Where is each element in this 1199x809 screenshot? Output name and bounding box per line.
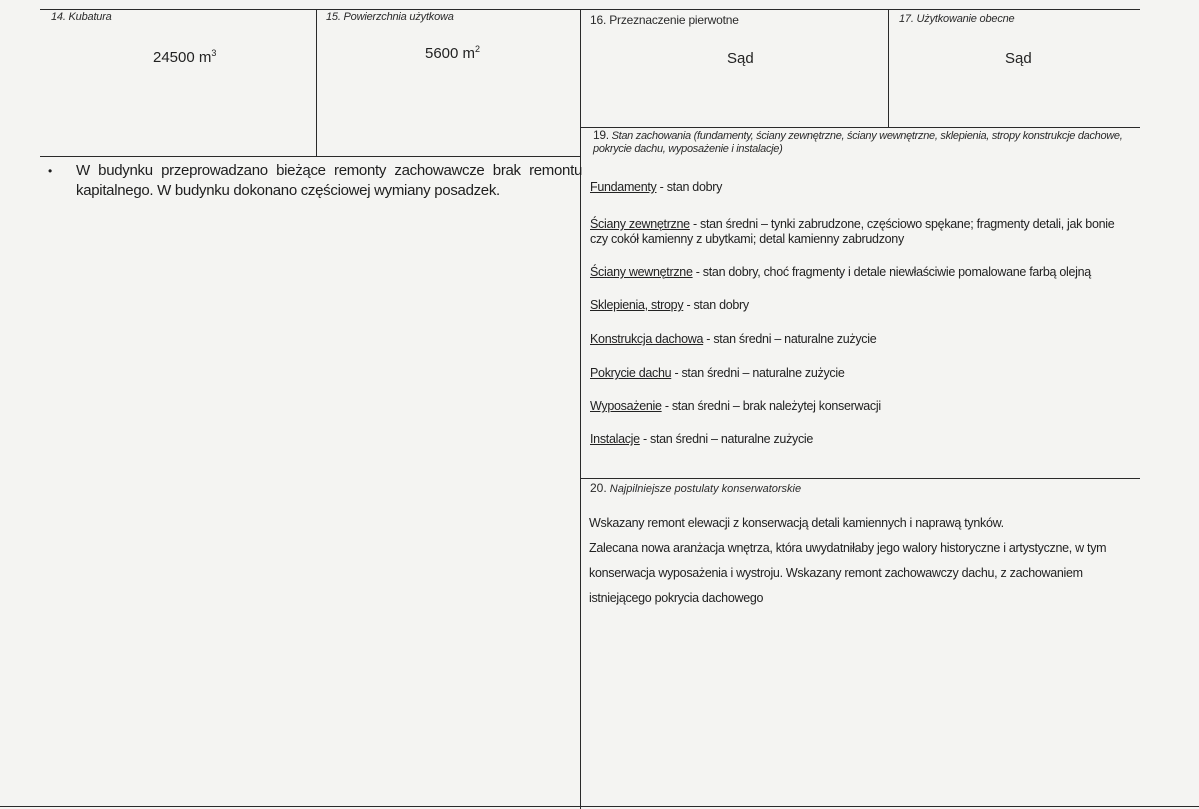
stan-item-key: Instalacje [590, 432, 640, 446]
remarks-text: W budynku przeprowadzano bieżące remonty zachowawcze brak remontu kapitalnego. W budynku dokonano częściowej wymiany posadzek. [76, 162, 582, 199]
kubatura-value [153, 48, 216, 66]
stan-item-text: - stan średni – tynki zabrudzone, częściowo spękane; fragmenty detali, jak bonie czy cokół kamienny z ubytkami; detal kamienny zabrudzony [590, 217, 1115, 246]
powierzchnia-label: 15. Powierzchnia użytkowa [326, 11, 454, 23]
postulaty-text [589, 511, 1134, 611]
stan-item-sklepienia [590, 298, 1130, 313]
stan-item-pokrycie [590, 366, 1130, 381]
stan-item-key: Ściany wewnętrzne [590, 265, 693, 279]
kubatura-label: 14. Kubatura [51, 11, 112, 23]
row-divider-right-20 [581, 478, 1140, 479]
przeznaczenie-label [590, 13, 739, 27]
stan-item-key: Pokrycie dachu [590, 366, 672, 380]
divider-16-17 [888, 9, 889, 127]
stan-item-text: - stan dobry, choć fragmenty i detale niewłaściwie pomalowane farbą olejną [692, 265, 1091, 279]
stan-item-key: Sklepienia, stropy [590, 298, 684, 312]
row-divider-right-19 [581, 127, 1140, 128]
kubatura-number: 24500 m [153, 49, 212, 66]
divider-left-right [580, 9, 581, 809]
powierzchnia-unit-sup: 2 [475, 44, 481, 54]
uzytkowanie-value: Sąd [1005, 50, 1032, 67]
stan-item-text: - stan dobry [683, 298, 749, 312]
uzytkowanie-label: 17. Użytkowanie obecne [899, 13, 1015, 25]
stan-item-key: Konstrukcja dachowa [590, 332, 704, 346]
stan-item-key: Wyposażenie [590, 399, 662, 413]
stan-item-text: - stan średni – naturalne zużycie [703, 332, 877, 346]
stan-item-text: - stan średni – brak należytej konserwacji [661, 399, 881, 413]
postulaty-label [590, 481, 801, 495]
stan-label-text: Stan zachowania (fundamenty, ściany zewnętrzne, ściany wewnętrzne, sklepienia, stropy konstrukcje dachowe, pokrycie dachu, wyposażenie i instalacje) [593, 130, 1123, 155]
stan-item-konstrukcja [590, 332, 1130, 347]
stan-label [593, 129, 1133, 156]
stan-item-text: - stan średni – naturalne zużycie [639, 432, 814, 446]
stan-item-sciany-wewnetrzne [590, 265, 1130, 280]
bullet-icon: • [48, 164, 52, 178]
przeznaczenie-label-text: 16. Przeznaczenie pierwotne [590, 13, 739, 27]
stan-item-text: - stan dobry [656, 180, 723, 194]
postulaty-label-text: Najpilniejsze postulaty konserwatorskie [609, 483, 802, 495]
stan-item-wyposazenie [590, 399, 1130, 414]
stan-item-instalacje [590, 432, 1130, 447]
stan-number: 19. [593, 128, 609, 142]
powierzchnia-number: 5600 m [425, 45, 476, 62]
bottom-border [0, 806, 1199, 807]
row-divider-left [40, 156, 580, 157]
top-border [40, 9, 1140, 10]
postulaty-paragraph: Wskazany remont elewacji z konserwacją detali kamiennych i naprawą tynków. [589, 516, 1004, 530]
przeznaczenie-value: Sąd [727, 50, 754, 67]
stan-item-key: Fundamenty [590, 180, 657, 194]
divider-14-15 [316, 9, 317, 156]
stan-item-sciany-zewnetrzne [590, 217, 1130, 247]
stan-item-fundamenty [590, 180, 1130, 195]
stan-item-text: - stan średni – naturalne zużycie [671, 366, 845, 380]
stan-item-key: Ściany zewnętrzne [590, 217, 690, 231]
powierzchnia-value [425, 44, 480, 62]
postulaty-number: 20. [590, 481, 607, 495]
postulaty-paragraph: Zalecana nowa aranżacja wnętrza, która uwydatniłaby jego walory historyczne i artystyczne, w tym konserwacja wyposażenia i wystroju. Wskazany remont zachowawczy dachu, z zachowaniem istniejącego pokrycia dachowego [589, 541, 1107, 605]
kubatura-unit-sup: 3 [211, 48, 217, 58]
